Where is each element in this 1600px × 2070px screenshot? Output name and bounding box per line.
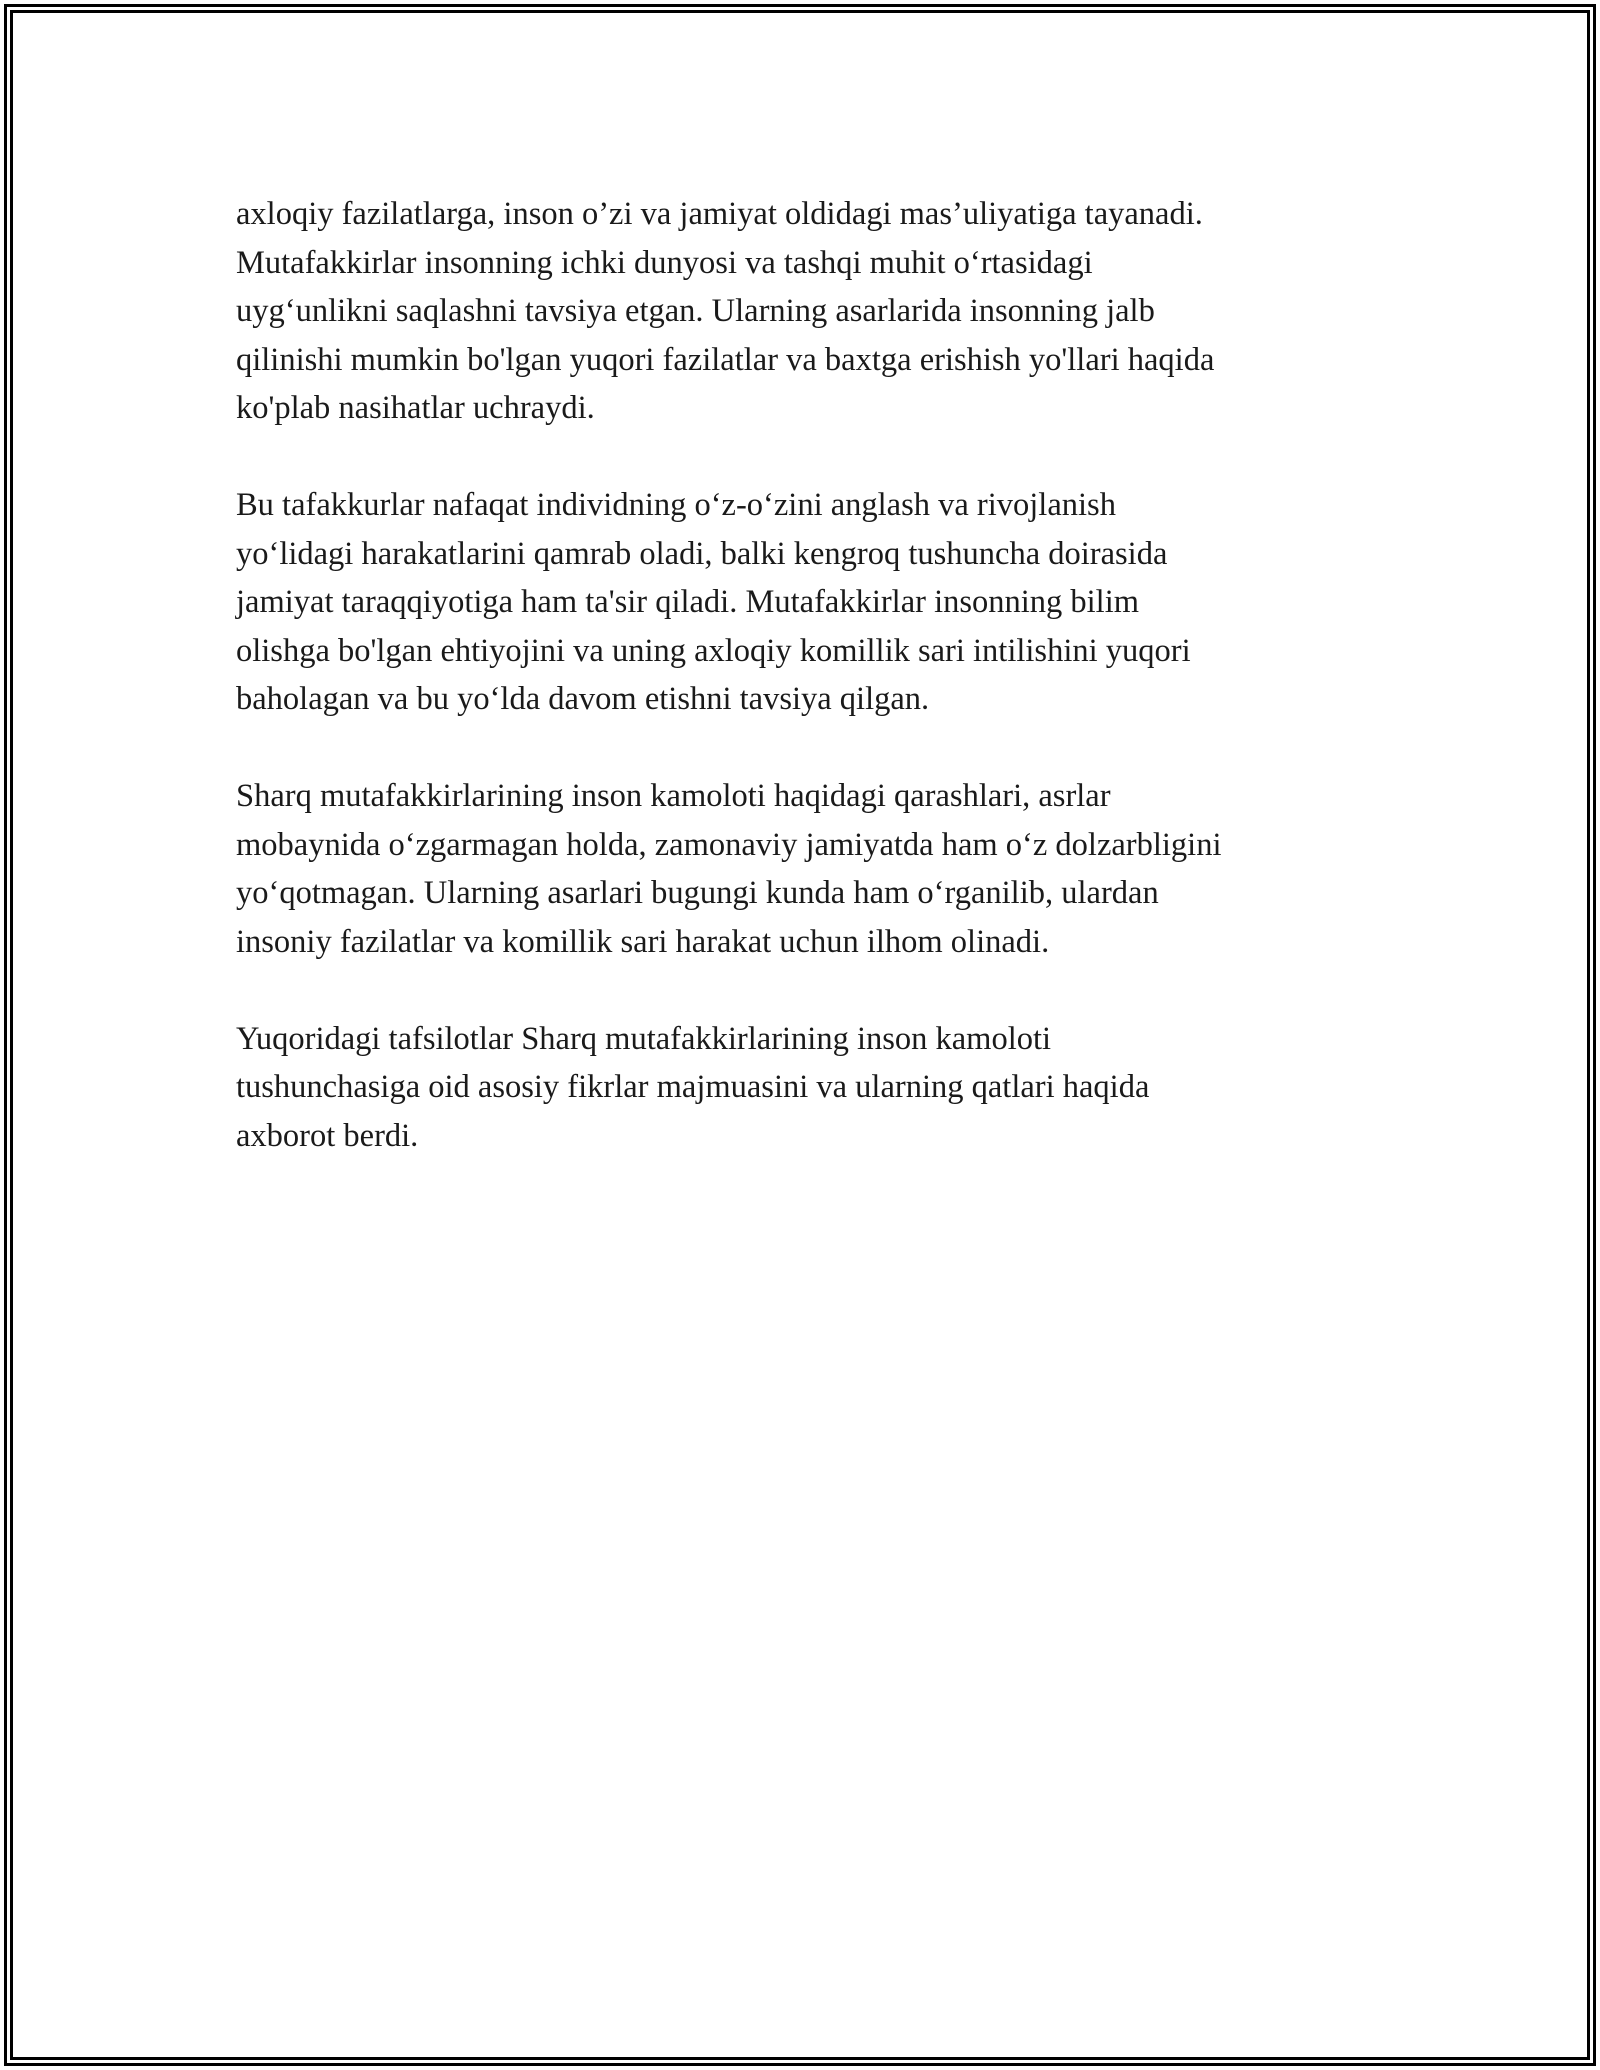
- text-line: ko'plab nasihatlar uchraydi.: [236, 390, 595, 426]
- text-line: yoʻqotmagan. Ularning asarlari bugungi kunda ham oʻrganilib, ulardan: [236, 875, 1159, 911]
- paragraph-1: [236, 190, 1366, 433]
- text-line: qilinishi mumkin bo'lgan yuqori fazilatlar va baxtga erishish yo'llari haqida: [236, 341, 1215, 378]
- paragraph-4: [236, 1015, 1366, 1161]
- text-line: axborot berdi.: [236, 1117, 419, 1154]
- text-line: yoʻlidagi harakatlarini qamrab oladi, balki kengroq tushuncha doirasida: [236, 535, 1168, 572]
- text-line: mobaynida oʻzgarmagan holda, zamonaviy jamiyatda ham oʻz dolzarbligini: [236, 826, 1222, 863]
- text-line: jamiyat taraqqiyotiga ham ta'sir qiladi. Mutafakkirlar insonning bilim: [236, 584, 1140, 620]
- paragraph-2: [236, 481, 1366, 724]
- document-body: [236, 190, 1366, 1209]
- text-line: Yuqoridagi tafsilotlar Sharq mutafakkirlarining inson kamoloti: [236, 1020, 1052, 1057]
- text-line: Bu tafakkurlar nafaqat individning oʻz-oʻzini anglash va rivojlanish: [236, 487, 1116, 523]
- text-line: Sharq mutafakkirlarining inson kamoloti haqidagi qarashlari, asrlar: [236, 778, 1111, 814]
- paragraph-3: [236, 772, 1366, 966]
- text-line: Mutafakkirlar insonning ichki dunyosi va tashqi muhit oʻrtasidagi: [236, 244, 1093, 281]
- text-line: insoniy fazilatlar va komillik sari harakat uchun ilhom olinadi.: [236, 923, 1050, 960]
- text-line: baholagan va bu yoʻlda davom etishni tavsiya qilgan.: [236, 681, 930, 717]
- text-line: olishga bo'lgan ehtiyojini va uning axloqiy komillik sari intilishini yuqori: [236, 632, 1191, 669]
- text-line: axloqiy fazilatlarga, inson o’zi va jamiyat oldidagi mas’uliyatiga tayanadi.: [236, 196, 1203, 232]
- text-line: uygʻunlikni saqlashni tavsiya etgan. Ularning asarlarida insonning jalb: [236, 293, 1155, 329]
- text-line: tushunchasiga oid asosiy fikrlar majmuasini va ularning qatlari haqida: [236, 1069, 1150, 1105]
